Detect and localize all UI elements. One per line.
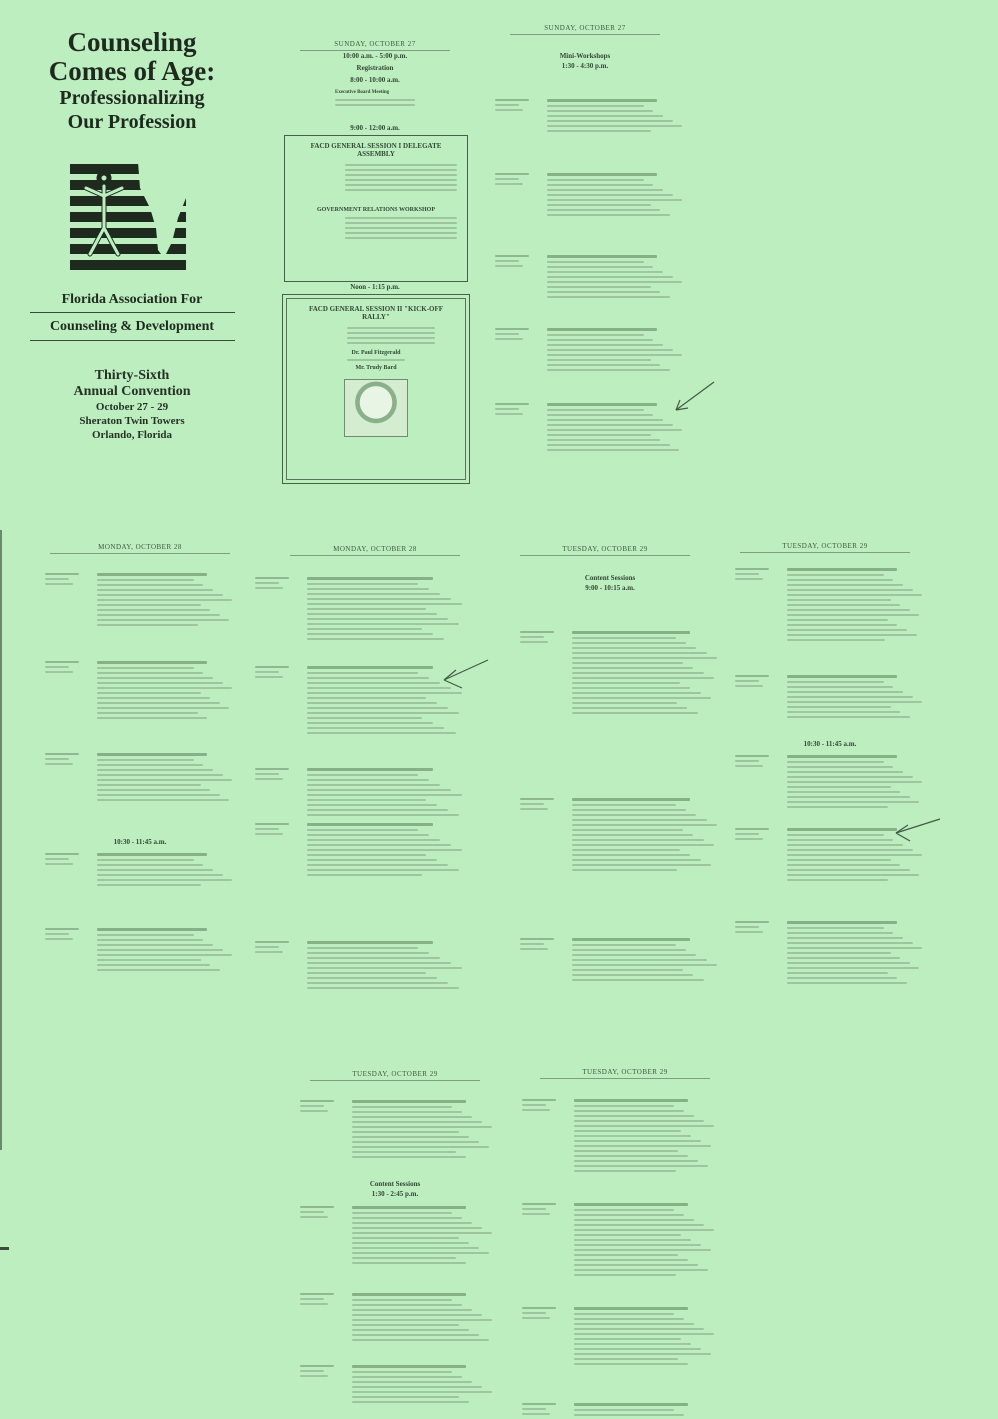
schedule-entry [255,820,465,876]
title-line-4: Our Profession [67,111,197,133]
schedule-entry [735,918,925,984]
schedule-entry [520,795,720,871]
cover-title [22,28,242,134]
divider [30,340,235,341]
schedule-entry [522,1304,717,1365]
schedule-entry [255,663,465,734]
schedule-entry [45,850,235,886]
entry-code-column [522,1304,566,1319]
schedule-entry [495,170,685,216]
session-time: 10:00 a.m. - 5:00 p.m. [342,52,408,60]
session-time: 10:30 - 11:45 a.m. [113,838,167,846]
entry-code-column [735,918,779,933]
schedule-entry [45,925,235,971]
session-time: 9:00 - 10:15 a.m. [585,584,635,592]
entry-code-column [300,1362,344,1377]
convention-dates: October 27 - 29 [95,401,169,413]
entry-description [574,1099,717,1172]
entry-description [97,753,235,801]
entry-code-column [522,1200,566,1215]
entry-description [547,255,685,298]
panel-header: SUNDAY, OCTOBER 27 [300,40,450,51]
schedule-entry [522,1400,717,1416]
entry-code-column [255,574,299,589]
entry-description [307,768,465,816]
entry-code-column [520,795,564,810]
org-name-line-2: Counseling & Development [49,319,215,334]
schedule-entry [735,565,925,641]
entry-description [574,1203,717,1276]
schedule-entry [255,938,465,989]
entry-description [787,755,925,808]
entry-description [97,928,235,971]
entry-code-column [520,935,564,950]
entry-description [547,403,685,451]
entry-code-column [300,1097,344,1112]
entry-description [352,1365,495,1403]
entry-description [307,941,465,989]
entry-code-column [255,938,299,953]
panel-header: TUESDAY, OCTOBER 29 [740,542,910,553]
schedule-entry [522,1200,717,1276]
schedule-entry [45,570,235,626]
session-time: 1:30 - 4:30 p.m. [561,62,609,70]
session-time: 1:30 - 2:45 p.m. [371,1190,419,1198]
entry-code-column [735,672,779,687]
schedule-entry [285,90,465,106]
panel-header: TUESDAY, OCTOBER 29 [540,1068,710,1079]
entry-code-column [255,663,299,678]
entry-code-column [255,765,299,780]
panel-header: SUNDAY, OCTOBER 27 [510,24,660,35]
convention-city: Orlando, Florida [91,429,173,441]
box-title: FACD GENERAL SESSION II "KICK-OFF RALLY" [308,305,444,321]
entry-description [787,675,925,718]
session-time: Noon - 1:15 p.m. [350,283,400,291]
title-line-1: Counseling [67,27,197,57]
entry-title: Executive Board Meeting [335,90,390,95]
schedule-entry [495,252,685,298]
session-time: 10:30 - 11:45 a.m. [803,740,857,748]
entry-code-column [495,400,539,415]
panel-header: TUESDAY, OCTOBER 29 [310,1070,480,1081]
entry-description [547,328,685,371]
entry-description [547,173,685,216]
convention-venue: Sheraton Twin Towers [79,415,185,427]
session-label: Content Sessions [369,1180,421,1188]
entry-code-column [522,1096,566,1111]
speaker-photo [344,379,408,437]
schedule-entry [45,658,235,719]
entry-code-column [300,1290,344,1305]
schedule-entry [495,325,685,371]
schedule-entry [300,1203,495,1264]
schedule-entry [255,574,465,640]
box-title: FACD GENERAL SESSION I DELEGATE ASSEMBLY [310,142,442,158]
schedule-entry [495,400,685,451]
session-label: Mini-Workshops [559,52,611,60]
entry-description [352,1100,495,1158]
entry-code-column [735,752,779,767]
entry-description [352,1206,495,1264]
panel-header: TUESDAY, OCTOBER 29 [520,545,690,556]
kickoff-session-box [282,294,470,484]
florida-association-logo [68,158,190,276]
entry-description [352,1293,495,1341]
entry-code-column [45,925,89,940]
entry-code-column [735,825,779,840]
panel-header: MONDAY, OCTOBER 28 [50,543,230,554]
schedule-entry [735,672,925,718]
entry-code-column [735,565,779,580]
schedule-entry [300,1097,495,1158]
page-edge [0,530,2,1150]
entry-code-column [45,850,89,865]
handwritten-arrow-mark [440,658,490,690]
entry-description [97,573,235,626]
session-label: Registration [356,64,394,72]
entry-description [574,1307,717,1365]
entry-code-column [520,628,564,643]
speaker-name: Dr. Paul Fitzgerald [351,350,401,356]
panel-header: MONDAY, OCTOBER 28 [290,545,460,556]
entry-code-column [495,252,539,267]
handwritten-arrow-mark [670,380,716,416]
entry-description [307,577,465,640]
handwritten-arrow-mark [892,815,942,845]
schedule-entry [45,750,235,801]
entry-code-column [45,750,89,765]
box-subtitle: GOVERNMENT RELATIONS WORKSHOP [316,207,436,213]
entry-code-column [495,96,539,111]
entry-description [572,938,720,981]
schedule-entry [300,1362,495,1403]
title-line-3: Professionalizing [59,87,205,109]
entry-description [97,661,235,719]
entry-code-column [45,570,89,585]
schedule-entry [735,752,925,808]
convention-name: Annual Convention [73,384,191,399]
entry-description [307,823,465,876]
schedule-entry [522,1096,717,1172]
entry-description [787,921,925,984]
schedule-entry [520,628,720,714]
binding-mark [0,1247,9,1250]
schedule-entry [255,765,465,816]
entry-description [787,568,925,641]
entry-code-column [495,325,539,340]
entry-description [547,99,685,132]
divider [30,312,235,313]
convention-ordinal: Thirty-Sixth [94,368,170,383]
org-name-line-1: Florida Association For [61,292,203,307]
session-label: Content Sessions [584,574,636,582]
entry-description [574,1403,717,1416]
entry-description [97,853,235,886]
session-time: 9:00 - 12:00 a.m. [350,124,400,132]
title-line-2: Comes of Age: [48,56,216,86]
general-session-box [284,135,468,282]
entry-code-column [255,820,299,835]
schedule-entry [520,935,720,981]
convention-info [22,368,242,442]
entry-code-column [300,1203,344,1218]
schedule-entry [495,96,685,132]
schedule-entry [300,1290,495,1341]
session-time: 8:00 - 10:00 a.m. [350,76,400,84]
entry-code-column [45,658,89,673]
speaker-name-2: Mr. Trudy Bard [355,365,397,371]
entry-code-column [495,170,539,185]
entry-description [572,631,720,714]
entry-code-column [522,1400,566,1415]
entry-description [572,798,720,871]
